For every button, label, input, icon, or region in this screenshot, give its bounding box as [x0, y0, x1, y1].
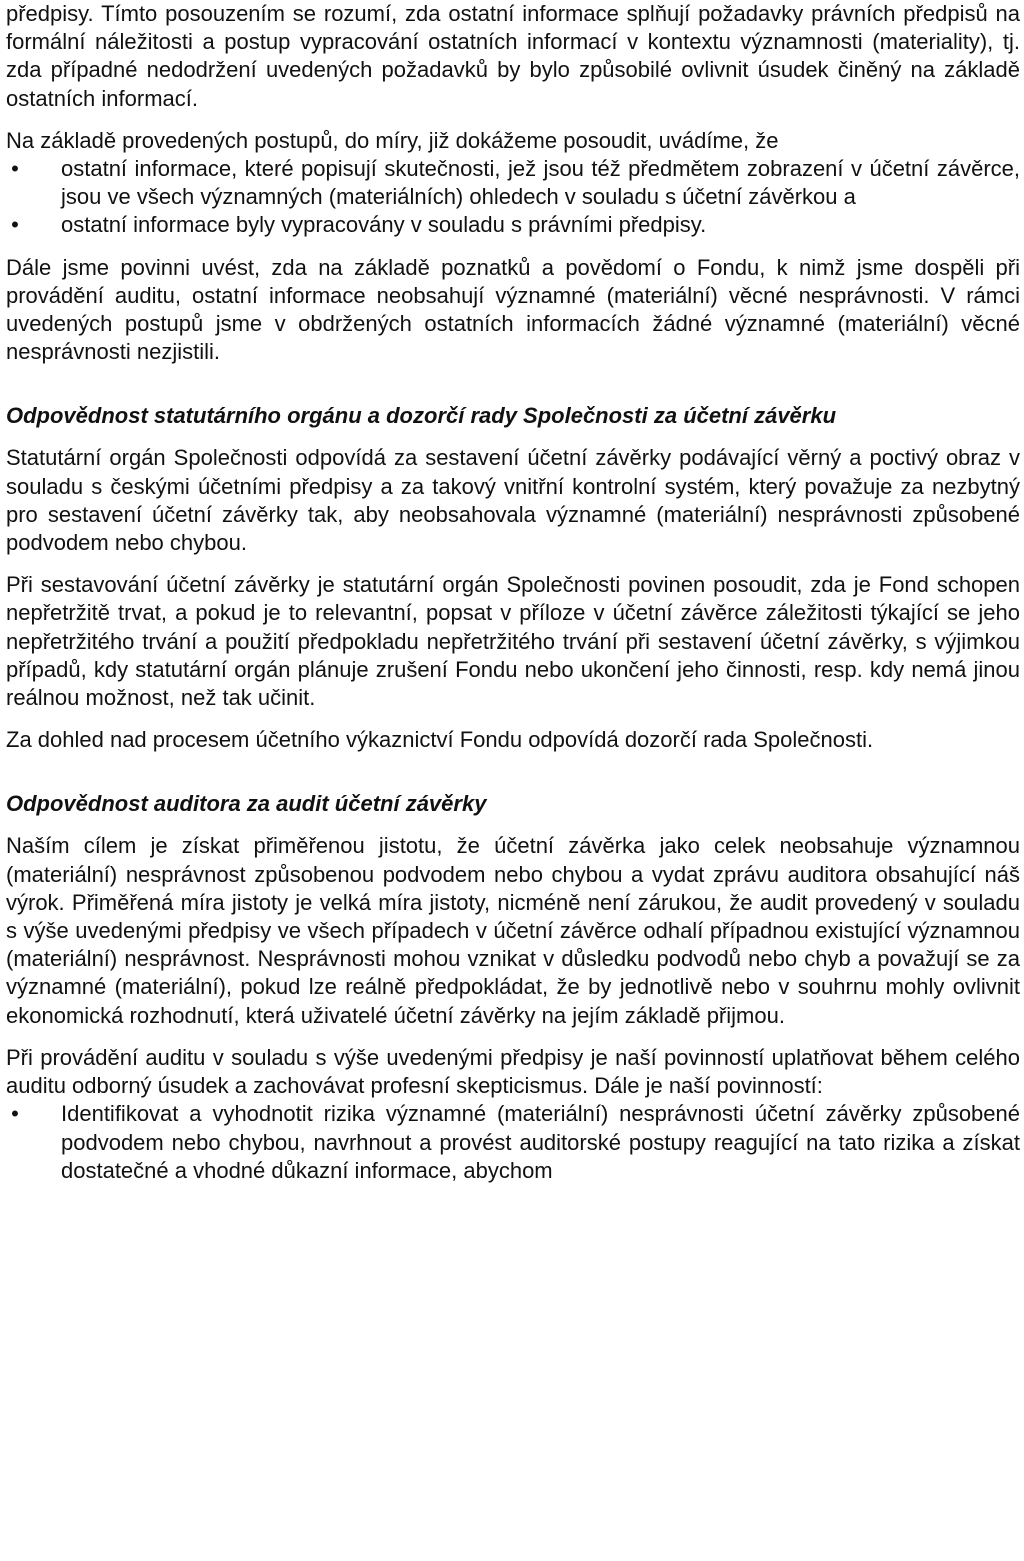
paragraph-based-on-procedures: Na základě provedených postupů, do míry, již dokážeme posoudit, uvádíme, že	[6, 127, 779, 153]
bullet-icon: •	[11, 156, 19, 182]
list-item-text: Identifikovat a vyhodnotit rizika významné (materiální) nesprávnosti účetní závěrky způsobené podvodem nebo chybou, navrhnout a provést auditorské postupy reagující na tato rizika a získat dostatečné a vhodné důkazní informace, abychom	[61, 1101, 1020, 1183]
spacer	[6, 430, 1020, 444]
paragraph-statutory-body: Statutární orgán Společnosti odpovídá za sestavení účetní závěrky podávající věrný a poctivý obraz v souladu s českými účetními předpisy a za takový vnitřní kontrolní systém, který považuje za nezbytný pro sestavení účetní závěrky tak, aby neobsahovala významné (materiální) nesprávnosti způsobené podvodem nebo chybou.	[6, 445, 1020, 556]
bullet-icon: •	[11, 1101, 19, 1127]
paragraph-further-obligation: Dále jsme povinni uvést, zda na základě poznatků a povědomí o Fondu, k nimž jsme dospěli při provádění auditu, ostatní informace neobsahují významné (materiální) věcné nesprávnosti. V rámci uvedených postupů jsme v obdržených ostatních informacích žádné významné (materiální) věcné nesprávnosti nezjistili.	[6, 254, 1020, 365]
duties-list	[6, 1100, 1020, 1185]
spacer	[6, 240, 1020, 254]
list-item	[6, 1100, 1020, 1185]
spacer	[6, 818, 1020, 832]
spacer	[6, 1030, 1020, 1044]
section-heading-statutory-responsibility: Odpovědnost statutárního orgánu a dozorčí rady Společnosti za účetní závěrku	[6, 403, 837, 429]
paragraph-going-concern: Při sestavování účetní závěrky je statutární orgán Společnosti povinen posoudit, zda je Fond schopen nepřetržitě trvat, a pokud je to relevantní, popsat v příloze v účetní závěrce záležitosti týkající se jeho nepřetržitého trvání a použití předpokladu nepřetržitého trvání při sestavení účetní závěrky, s výjimkou případů, kdy statutární orgán plánuje zrušení Fondu nebo ukončení jeho činnosti, resp. kdy nemá jinou reálnou možnost, než tak učinit.	[6, 572, 1020, 711]
spacer	[6, 712, 1020, 726]
findings-list	[6, 155, 1020, 240]
list-item-text: ostatní informace, které popisují skutečnosti, jež jsou též předmětem zobrazení v účetní závěrce, jsou ve všech významných (materiálních) ohledech v souladu s účetní závěrkou a	[61, 156, 1020, 210]
paragraph-supervisory-board: Za dohled nad procesem účetního výkaznictví Fondu odpovídá dozorčí rada Společnosti.	[6, 727, 874, 753]
bullet-icon: •	[11, 212, 19, 238]
paragraph-regulations-assessment: předpisy. Tímto posouzením se rozumí, zda ostatní informace splňují požadavky právních předpisů na formální náležitosti a postup vypracování ostatních informací v kontextu významnosti (materiality), tj. zda případné nedodržení uvedených požadavků by bylo způsobilé ovlivnit úsudek činěný na základě ostatních informací.	[6, 1, 1020, 111]
document-page	[6, 0, 1020, 1185]
list-item-text: ostatní informace byly vypracovány v souladu s právními předpisy.	[61, 212, 707, 238]
section-heading-auditor-responsibility: Odpovědnost auditora za audit účetní závěrky	[6, 791, 487, 817]
spacer	[6, 754, 1020, 790]
spacer	[6, 557, 1020, 571]
paragraph-audit-duties: Při provádění auditu v souladu s výše uvedenými předpisy je naší povinností uplatňovat během celého auditu odborný úsudek a zachovávat profesní skepticismus. Dále je naší povinností:	[6, 1044, 1020, 1099]
spacer	[6, 113, 1020, 127]
spacer	[6, 366, 1020, 402]
list-item	[6, 211, 1020, 239]
list-item	[6, 155, 1020, 211]
paragraph-audit-goal: Naším cílem je získat přiměřenou jistotu, že účetní závěrka jako celek neobsahuje významnou (materiální) nesprávnost způsobenou podvodem nebo chybou a vydat zprávu auditora obsahující náš výrok. Přiměřená míra jistoty je velká míra jistoty, nicméně není zárukou, že audit provedený v souladu s výše uvedenými předpisy ve všech případech v účetní závěrce odhalí případnou existující významnou (materiální) nesprávnost. Nesprávnosti mohou vznikat v důsledku podvodů nebo chyb a považují se za významné (materiální), pokud lze reálně předpokládat, že by jednotlivě nebo v souhrnu mohly ovlivnit ekonomická rozhodnutí, která uživatelé účetní závěrky na jejím základě přijmou.	[6, 833, 1020, 1028]
